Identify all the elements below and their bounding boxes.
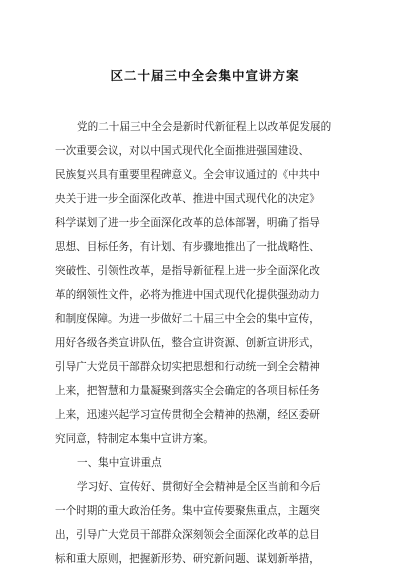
document-title: 区二十届三中全会集中宣讲方案 [110,68,300,83]
section-heading: 一、集中宣讲重点 [77,457,162,469]
paragraph-line: 一次重要会议，对以中国式现代化全面推进强国建设、 [55,145,310,157]
paragraph-line: 引导广大党员干部群众切实把思想和行动统一到全会精神 [55,361,320,373]
paragraph-line: 出，引导广大党员干部群众深刻领会全面深化改革的总目 [55,529,320,541]
paragraph-line: 一个时期的重大政治任务。集中宣传要聚焦重点，主题突 [55,505,320,517]
paragraph-line: 党的二十届三中全会是新时代新征程上以改革促发展的 [77,121,332,133]
paragraph-line: 究同意，特制定本集中宣讲方案。 [55,433,214,445]
paragraph-line: 学习好、宣传好、贯彻好全会精神是全区当前和今后 [77,481,321,493]
document-body [55,115,373,571]
paragraph-line: 民族复兴具有重要里程碑意义。全会审议通过的《中共中 [55,169,320,181]
paragraph-line: 科学谋划了进一步全面深化改革的总体部署，明确了指导 [55,217,320,229]
paragraph-line: 和制度保障。为进一步做好二十届三中全会的集中宣传， [55,313,320,325]
paragraph-line: 上来，迅速兴起学习宣传贯彻全会精神的热潮，经区委研 [55,409,320,421]
paragraph-line: 革的纲领性文件，必将为推进中国式现代化提供强劲动力 [55,289,320,301]
paragraph-line: 突破性、引领性改革，是指导新征程上进一步全面深化改 [55,265,320,277]
paragraph-line: 央关于进一步全面深化改革、推进中国式现代化的决定》 [55,193,320,205]
paragraph-line: 上来，把智慧和力量凝聚到落实全会确定的各项目标任务 [55,385,320,397]
paragraph-line: 标和重大原则，把握新形势、研究新问题、谋划新举措， [55,553,320,565]
paragraph-line: 思想、目标任务，有计划、有步骤地推出了一批战略性、 [55,241,320,253]
paragraph-line: 用好各级各类宣讲队伍，整合宣讲资源、创新宣讲形式， [55,337,320,349]
